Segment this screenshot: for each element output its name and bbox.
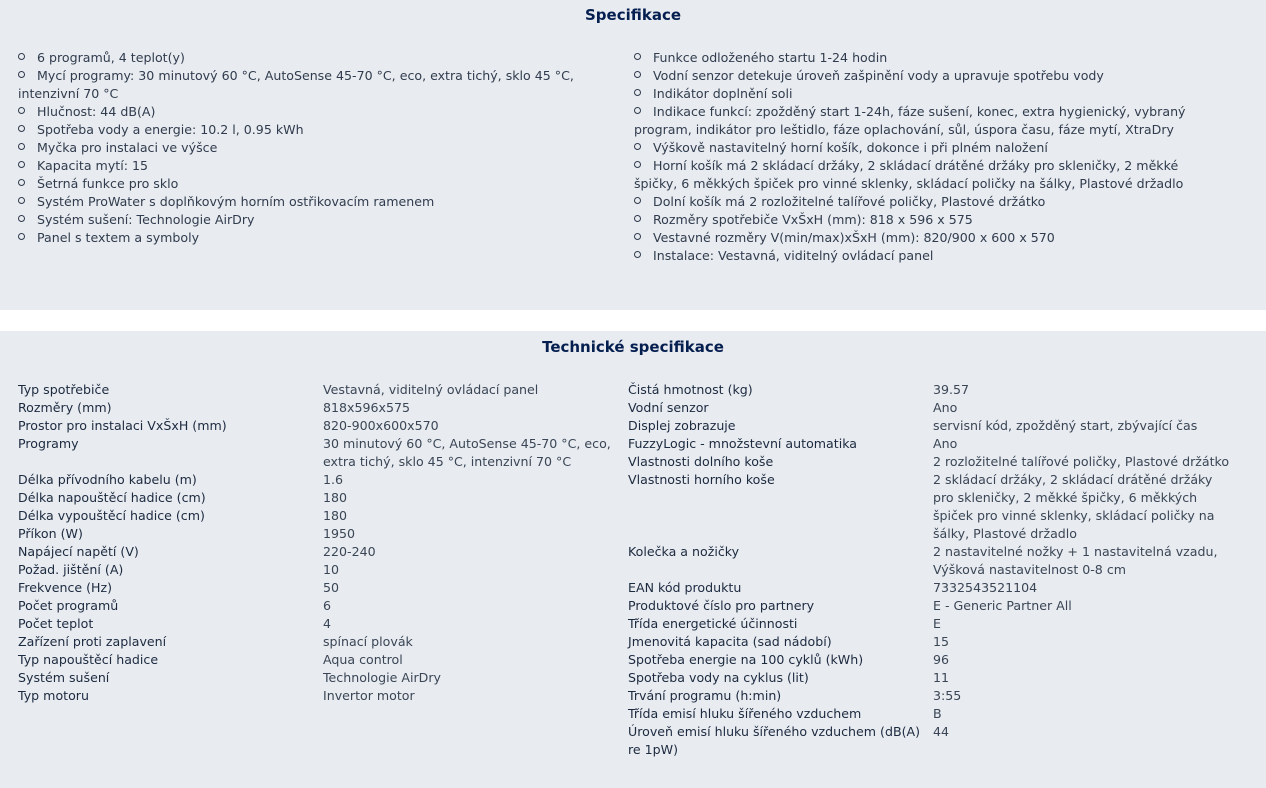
spec-label: Produktové číslo pro partnery	[628, 598, 815, 613]
spec-row	[18, 597, 625, 615]
spec-bullet-item: Výškově nastavitelný horní košík, dokonce i při plném naložení	[634, 139, 1209, 157]
spec-row	[18, 417, 625, 435]
spec-label: Systém sušení	[18, 670, 110, 685]
spec-label: FuzzyLogic - množstevní automatika	[628, 436, 857, 451]
spec-label: Programy	[18, 436, 79, 451]
spec-value: 11	[933, 670, 950, 685]
spec-value: Vestavná, viditelný ovládací panel	[323, 382, 539, 397]
spec-value: Ano	[933, 400, 958, 415]
spec-row	[628, 471, 1233, 543]
spec-value: E	[933, 616, 941, 631]
spec-row	[18, 687, 625, 705]
spec-value: 2 skládací držáky, 2 skládací drátěné držáky pro skleničky, 2 měkké špičky, 6 měkkých špiček pro vinné sklenky, skládací poličky na šálky, Plastové držadlo	[933, 472, 1215, 541]
spec-row	[628, 615, 1233, 633]
spec-label: Typ napouštěcí hadice	[18, 652, 159, 667]
spec-value: 818x596x575	[323, 400, 411, 415]
spec-value: 220-240	[323, 544, 376, 559]
spec-label: Délka napouštěcí hadice (cm)	[18, 490, 206, 505]
spec-value: 50	[323, 580, 340, 595]
spec-row	[628, 597, 1233, 615]
spec-row	[628, 705, 1233, 723]
spec-label: Příkon (W)	[18, 526, 83, 541]
spec-value: 4	[323, 616, 332, 631]
spec-label: Spotřeba energie na 100 cyklů (kWh)	[628, 652, 864, 667]
spec-label: Trvání programu (h:min)	[628, 688, 782, 703]
spec-label: Vlastnosti dolního koše	[628, 454, 774, 469]
spec-label: Vlastnosti horního koše	[628, 472, 775, 487]
spec-label: Displej zobrazuje	[628, 418, 736, 433]
spec-row	[18, 669, 625, 687]
spec-row	[628, 399, 1233, 417]
spec-row	[18, 543, 625, 561]
spec-value: 820-900x600x570	[323, 418, 439, 433]
spec-value: 7332543521104	[933, 580, 1038, 595]
specifications-panel	[0, 0, 1266, 310]
spec-bullet-item: 6 programů, 4 teplot(y)	[18, 49, 583, 67]
spec-row	[628, 381, 1233, 399]
spec-row	[628, 543, 1233, 579]
spec-label: Rozměry (mm)	[18, 400, 112, 415]
spec-row	[18, 399, 625, 417]
spec-bullet-item: Myčka pro instalaci ve výšce	[18, 139, 583, 157]
spec-bullet-item: Instalace: Vestavná, viditelný ovládací panel	[634, 247, 1209, 265]
spec-label: Frekvence (Hz)	[18, 580, 113, 595]
spec-label: EAN kód produktu	[628, 580, 742, 595]
spec-value: 30 minutový 60 °C, AutoSense 45-70 °C, eco, extra tichý, sklo 45 °C, intenzivní 70 °C	[323, 436, 611, 469]
spec-bullet-item: Indikátor doplnění soli	[634, 85, 1209, 103]
spec-row	[18, 435, 625, 471]
spec-label: Kolečka a nožičky	[628, 544, 740, 559]
spec-value: 180	[323, 490, 348, 505]
spec-row	[18, 381, 625, 399]
spec-bullet-item: Dolní košík má 2 rozložitelné talířové poličky, Plastové držátko	[634, 193, 1209, 211]
spec-row	[18, 525, 625, 543]
spec-label: Zařízení proti zaplavení	[18, 634, 167, 649]
spec-value: 2 rozložitelné talířové poličky, Plastové držátko	[933, 454, 1230, 469]
spec-row	[18, 507, 625, 525]
technical-specifications-panel	[0, 331, 1266, 788]
spec-bullet-item: Systém ProWater s doplňkovým horním ostřikovacím ramenem	[18, 193, 583, 211]
spec-value: spínací plovák	[323, 634, 413, 649]
specifications-list-right	[634, 49, 1209, 265]
spec-label: Délka vypouštěcí hadice (cm)	[18, 508, 205, 523]
spec-value: 96	[933, 652, 950, 667]
spec-bullet-item: Vodní senzor detekuje úroveň zašpinění vody a upravuje spotřebu vody	[634, 67, 1209, 85]
spec-value: 2 nastavitelné nožky + 1 nastavitelná vzadu, Výšková nastavitelnost 0-8 cm	[933, 544, 1218, 577]
spec-value: E - Generic Partner All	[933, 598, 1072, 613]
spec-bullet-item: Kapacita mytí: 15	[18, 157, 583, 175]
technical-specifications-title: Technické specifikace	[542, 338, 724, 356]
spec-row	[628, 417, 1233, 435]
technical-specs-table-left	[18, 381, 625, 705]
spec-row	[18, 471, 625, 489]
spec-bullet-item: Horní košík má 2 skládací držáky, 2 skládací drátěné držáky pro skleničky, 2 měkké špičky, 6 měkkých špiček pro vinné sklenky, skládací poličky na šálky, Plastové držadlo	[634, 157, 1209, 193]
spec-row	[18, 561, 625, 579]
spec-row	[18, 633, 625, 651]
spec-row	[628, 435, 1233, 453]
spec-bullet-item: Vestavné rozměry V(min/max)xŠxH (mm): 820/900 x 600 x 570	[634, 229, 1209, 247]
spec-label: Typ spotřebiče	[18, 382, 110, 397]
spec-value: 15	[933, 634, 950, 649]
spec-row	[628, 723, 1233, 759]
spec-label: Úroveň emisí hluku šířeného vzduchem (dB(A) re 1pW)	[628, 724, 921, 757]
spec-value: Ano	[933, 436, 958, 451]
spec-bullet-item: Hlučnost: 44 dB(A)	[18, 103, 583, 121]
spec-bullet-item: Panel s textem a symboly	[18, 229, 583, 247]
spec-value: 10	[323, 562, 340, 577]
spec-bullet-item: Indikace funkcí: zpožděný start 1-24h, fáze sušení, konec, extra hygienický, vybraný program, indikátor pro leštidlo, fáze oplachování, sůl, úspora času, fáze mytí, XtraDry	[634, 103, 1209, 139]
spec-row	[18, 651, 625, 669]
spec-row	[628, 633, 1233, 651]
spec-value: 180	[323, 508, 348, 523]
spec-row	[628, 579, 1233, 597]
specifications-list-left	[18, 49, 583, 247]
spec-bullet-item: Systém sušení: Technologie AirDry	[18, 211, 583, 229]
spec-label: Délka přívodního kabelu (m)	[18, 472, 197, 487]
spec-value: 39.57	[933, 382, 970, 397]
spec-bullet-item: Funkce odloženého startu 1-24 hodin	[634, 49, 1209, 67]
technical-specs-table-right	[628, 381, 1233, 759]
spec-label: Čistá hmotnost (kg)	[628, 382, 753, 397]
spec-row	[18, 489, 625, 507]
spec-label: Požad. jištění (A)	[18, 562, 124, 577]
spec-row	[18, 615, 625, 633]
spec-row	[628, 453, 1233, 471]
spec-label: Počet teplot	[18, 616, 94, 631]
spec-value: B	[933, 706, 942, 721]
spec-row	[628, 669, 1233, 687]
spec-label: Třída emisí hluku šířeného vzduchem	[628, 706, 862, 721]
spec-row	[628, 651, 1233, 669]
spec-value: Invertor motor	[323, 688, 415, 703]
spec-row	[18, 579, 625, 597]
spec-label: Jmenovitá kapacita (sad nádobí)	[628, 634, 832, 649]
spec-value: 6	[323, 598, 332, 613]
spec-label: Typ motoru	[18, 688, 89, 703]
spec-value: Technologie AirDry	[323, 670, 441, 685]
spec-value: servisní kód, zpožděný start, zbývající čas	[933, 418, 1198, 433]
spec-value: 3:55	[933, 688, 962, 703]
specifications-title: Specifikace	[584, 6, 682, 24]
spec-bullet-item: Rozměry spotřebiče VxŠxH (mm): 818 x 596 x 575	[634, 211, 1209, 229]
spec-label: Vodní senzor	[628, 400, 709, 415]
spec-label: Spotřeba vody na cyklus (lit)	[628, 670, 809, 685]
spec-bullet-item: Spotřeba vody a energie: 10.2 l, 0.95 kWh	[18, 121, 583, 139]
spec-value: Aqua control	[323, 652, 403, 667]
spec-row	[628, 687, 1233, 705]
spec-bullet-item: Mycí programy: 30 minutový 60 °C, AutoSense 45-70 °C, eco, extra tichý, sklo 45 °C, intenzivní 70 °C	[18, 67, 583, 103]
spec-value: 1950	[323, 526, 356, 541]
spec-label: Třída energetické účinnosti	[628, 616, 798, 631]
spec-label: Napájecí napětí (V)	[18, 544, 139, 559]
spec-value: 44	[933, 724, 950, 739]
spec-label: Počet programů	[18, 598, 119, 613]
spec-bullet-item: Šetrná funkce pro sklo	[18, 175, 583, 193]
spec-label: Prostor pro instalaci VxŠxH (mm)	[18, 418, 227, 433]
spec-value: 1.6	[323, 472, 344, 487]
